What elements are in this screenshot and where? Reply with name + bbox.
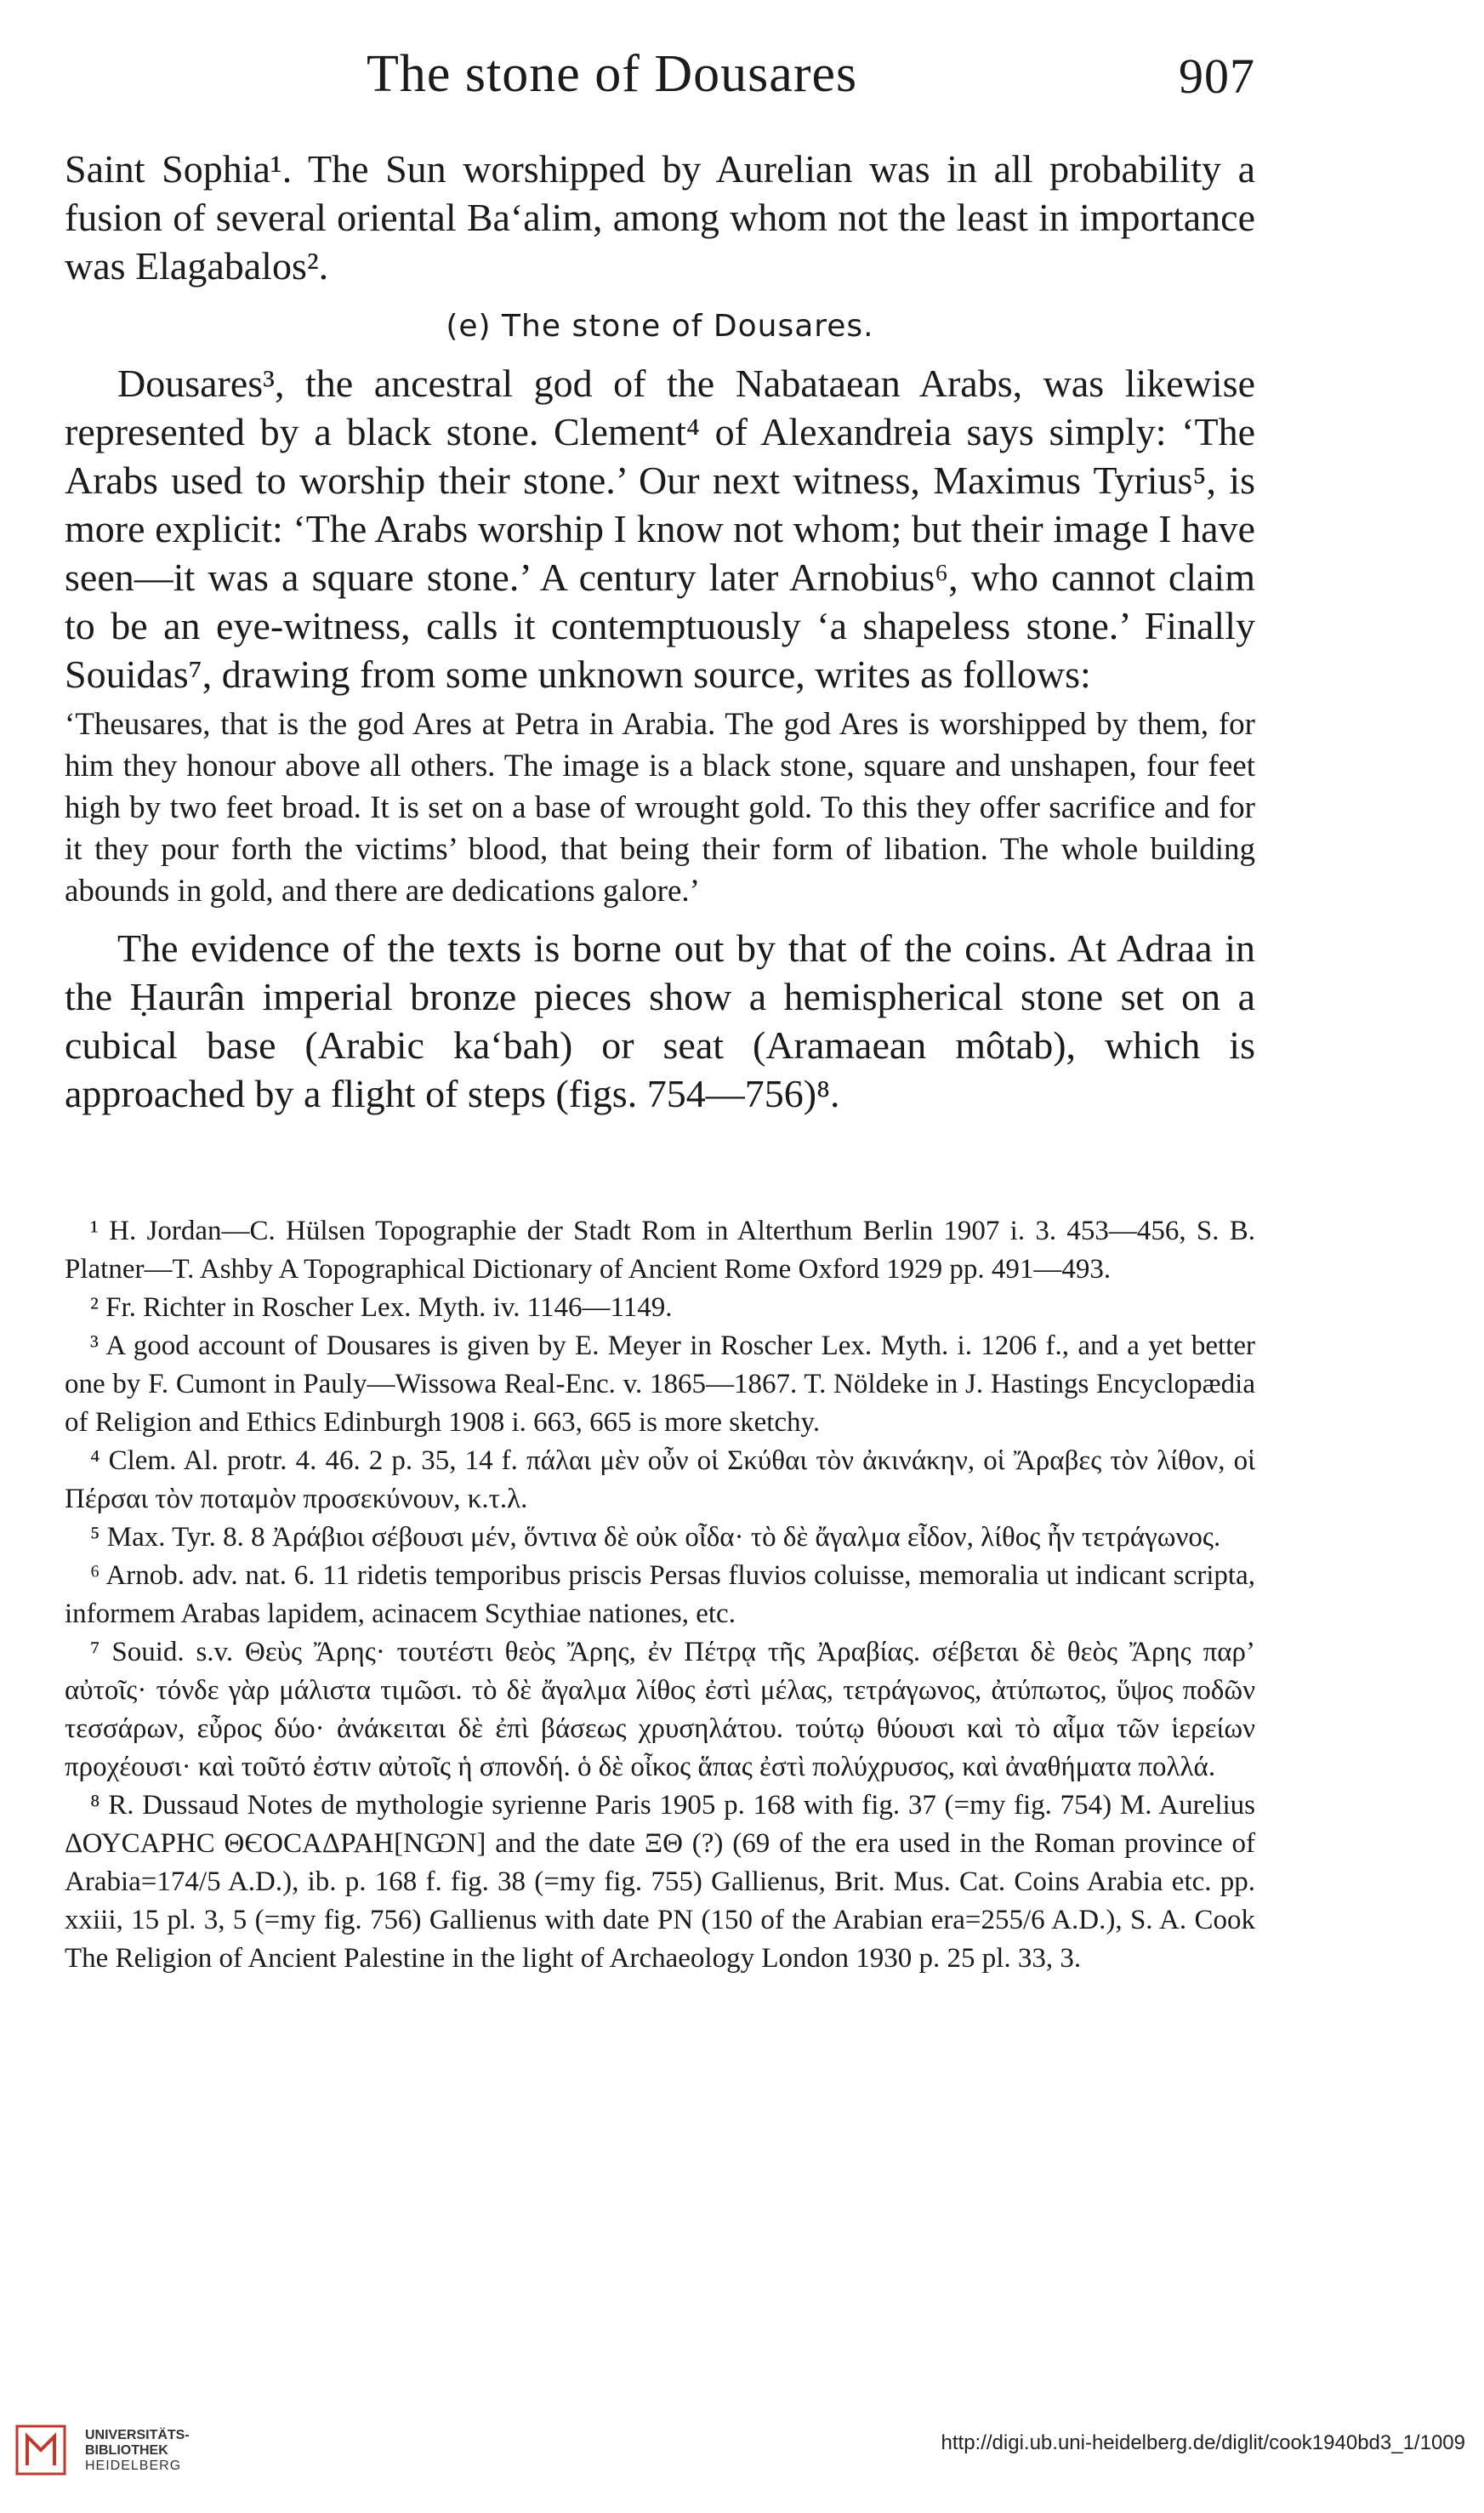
footnotes xyxy=(65,1212,1255,1978)
paragraph-3: The evidence of the texts is borne out by that of the coins. At Adraa in the Ḥaurân imperial bronze pieces show a hemispherical stone set on a cubical base (Arabic ka‘bah) or seat (Aramaean môtab), which is approached by a flight of steps (figs. 754—756)⁸. xyxy=(65,926,1255,1115)
footnote-8: ⁸ R. Dussaud Notes de mythologie syrienne Paris 1905 p. 168 with fig. 37 (=my fig. 754) M. Aurelius ΔΟΥCΑΡΗC ΘЄΟCΑΔΡΑΗ[ΝѠΝ] and the date ΞΘ (?) (69 of the era used in the Roman province of Arabia=174/5 A.D.), ib. p. 168 f. fig. 38 (=my fig. 755) Gallienus, Brit. Mus. Cat. Coins Arabia etc. pp. xxiii, 15 pl. 3, 5 (=my fig. 756) Gallienus with date PN (150 of the Arabian era=255/6 A.D.), S. A. Cook The Religion of Ancient Palestine in the light of Archaeology London 1930 p. 25 pl. 33, 3. xyxy=(65,1790,1255,1974)
footnote-4: ⁴ Clem. Al. protr. 4. 46. 2 p. 35, 14 f. πάλαι μὲν οὖν οἱ Σκύθαι τὸν ἀκινάκην, οἱ Ἄραβες τὸν λίθον, οἱ Πέρσαι τὸν ποταμὸν προσεκύνουν, κ.τ.λ. xyxy=(65,1445,1255,1514)
main-text xyxy=(65,145,1255,1118)
library-name-line: BIBLIOTHEK xyxy=(85,2443,168,2458)
page-footer xyxy=(0,2408,1484,2513)
library-name-line: UNIVERSITÄTS- xyxy=(85,2428,190,2442)
paragraph-1: Saint Sophia¹. The Sun worshipped by Aurelian was in all probability a fusion of several oriental Ba‘alim, among whom not the least in importance was Elagabalos². xyxy=(65,147,1255,288)
library-name-line: HEIDELBERG xyxy=(85,2459,182,2473)
page-number: 907 xyxy=(1179,48,1255,104)
footnote-6: ⁶ Arnob. adv. nat. 6. 11 ridetis temporibus priscis Persas fluvios coluisse, memoralia ut indicant scripta, informem Arabas lapidem, acinacem Scythiae nationes, etc. xyxy=(65,1560,1255,1629)
page-header xyxy=(65,44,1255,112)
footnote-2: ² Fr. Richter in Roscher Lex. Myth. iv. 1146—1149. xyxy=(90,1292,673,1323)
running-title: The stone of Dousares xyxy=(367,45,858,103)
footnote-7: ⁷ Souid. s.v. Θεὺς Ἄρης· τουτέστι θεὸς Ἄρης, ἐν Πέτρᾳ τῆς Ἀραβίας. σέβεται δὲ θεὸς Ἄρης παρ’ αὐτοῖς· τόνδε γὰρ μάλιστα τιμῶσι. τὸ δὲ ἄγαλμα λίθος ἐστὶ μέλας, τετράγωνος, ἀτύπωτος, ὕψος ποδῶν τεσσάρων, εὖρος δύο· ἀνάκειται δὲ ἐπὶ βάσεως χρυσηλάτου. τούτῳ θύουσι καὶ τὸ αἷμα τῶν ἱερείων προχέουσι· καὶ τοῦτό ἐστιν αὐτοῖς ἡ σπονδή. ὁ δὲ οἶκος ἅπας ἐστὶ πολύχρυσος, καὶ ἀναθήματα πολλά. xyxy=(65,1637,1255,1782)
block-quote: ‘Theusares, that is the god Ares at Petra in Arabia. The god Ares is worshipped by them, for him they honour above all others. The image is a black stone, square and unshapen, four feet high by two feet broad. It is set on a base of wrought gold. To this they offer sacrifice and for it they pour forth the victims’ blood, that being their form of libation. The whole building abounds in gold, and there are dedications galore.’ xyxy=(65,707,1255,909)
footnote-5: ⁵ Max. Tyr. 8. 8 Ἀράβιοι σέβουσι μέν, ὅντινα δὲ οὐκ οἶδα· τὸ δὲ ἄγαλμα εἶδον, λίθος ἦν τετράγωνος. xyxy=(90,1522,1221,1553)
footnote-3: ³ A good account of Dousares is given by E. Meyer in Roscher Lex. Myth. i. 1206 f., and a yet better one by F. Cumont in Pauly—Wissowa Real-Enc. v. 1865—1867. T. Nöldeke in J. Hastings Encyclopædia of Religion and Ethics Edinburgh 1908 i. 663, 665 is more sketchy. xyxy=(65,1331,1255,1438)
footnote-1: ¹ H. Jordan—C. Hülsen Topographie der Stadt Rom in Alterthum Berlin 1907 i. 3. 453—456, S. B. Platner—T. Ashby A Topographical Dictionary of Ancient Rome Oxford 1929 pp. 491—493. xyxy=(65,1216,1255,1285)
section-heading: (e) The stone of Dousares. xyxy=(446,309,874,344)
paragraph-2: Dousares³, the ancestral god of the Nabataean Arabs, was likewise represented by a black stone. Clement⁴ of Alexandreia says simply: ‘The Arabs used to worship their stone.’ Our next witness, Maximus Tyrius⁵, is more explicit: ‘The Arabs worship I know not whom; but their image I have seen—it was a square stone.’ A century later Arnobius⁶, who cannot claim to be an eye-witness, calls it contemptuously ‘a shapeless stone.’ Finally Souidas⁷, drawing from some unknown source, writes as follows: xyxy=(65,362,1255,696)
library-name xyxy=(85,2428,190,2474)
library-logo-icon xyxy=(15,2425,66,2476)
source-url-link[interactable]: http://digi.ub.uni-heidelberg.de/diglit/cook1940bd3_1/1009 xyxy=(941,2431,1465,2454)
